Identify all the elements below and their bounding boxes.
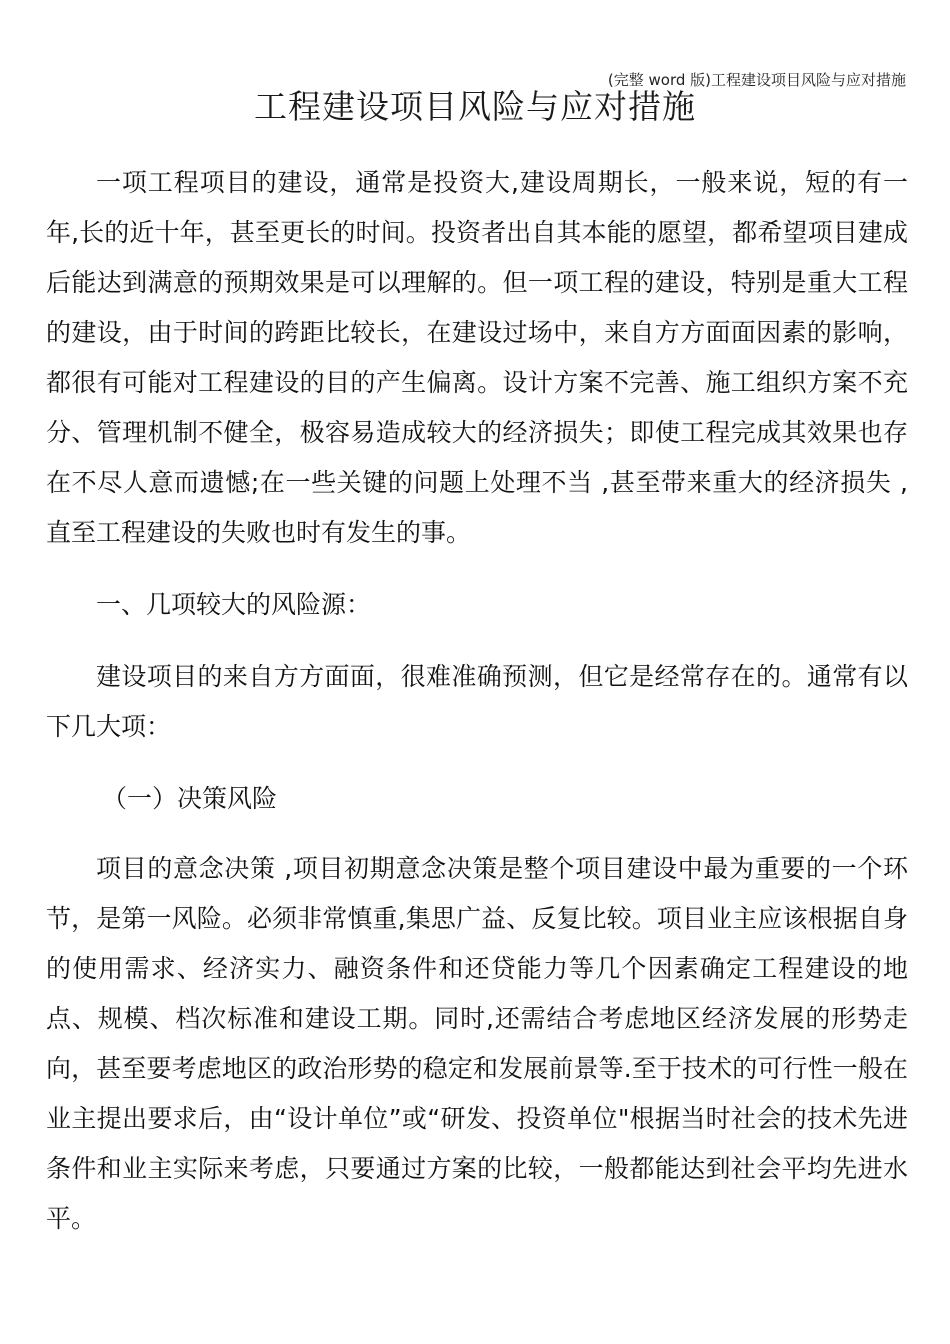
risk-sources-paragraph: 建设项目的来自方方面面，很难准确预测，但它是经常存在的。通常有以下几大项： xyxy=(46,662,908,741)
decision-risk-paragraph: 项目的意念决策 ,项目初期意念决策是整个项目建设中最为重要的一个环节，是第一风险。必须非常慎重,集思广益、反复比较。项目业主应该根据自身的使用需求、经济实力、融资条件和还贷能力等几个因素确定工程建设的地点、规模、档次标准和建设工期。同时,还需结合考虑地区经济发展的形势走向，甚至要考虑地区的政治形势的稳定和发展前景等.至于技术的可行性一般在业主提出要求后，由“设计单位”或“研发、投资单位"根据当时社会的技术先进条件和业主实际来考虑，只要通过方案的比较，一般都能达到社会平均先进水平。 xyxy=(46,854,908,1233)
intro-paragraph: 一项工程项目的建设，通常是投资大,建设周期长，一般来说，短的有一年,长的近十年，甚至更长的时间。投资者出自其本能的愿望，都希望项目建成后能达到满意的预期效果是可以理解的。但一项工程的建设，特别是重大工程的建设，由于时间的跨距比较长，在建设过场中，来自方方面面因素的影响，都很有可能对工程建设的目的产生偏离。设计方案不完善、施工组织方案不充分、管理机制不健全，极容易造成较大的经济损失；即使工程完成其效果也存在不尽人意而遗憾;在一些关键的问题上处理不当 ,甚至带来重大的经济损失 ,直至工程建设的失败也时有发生的事。 xyxy=(46,168,908,547)
document-body xyxy=(46,158,908,1244)
running-header: (完整 word 版)工程建设项目风险与应对措施 xyxy=(607,71,906,89)
document-title: 工程建设项目风险与应对措施 xyxy=(254,87,696,126)
section-heading-risk-sources: 一、几项较大的风险源： xyxy=(96,590,372,619)
subsection-heading-decision-risk: （一）决策风险 xyxy=(102,784,278,813)
